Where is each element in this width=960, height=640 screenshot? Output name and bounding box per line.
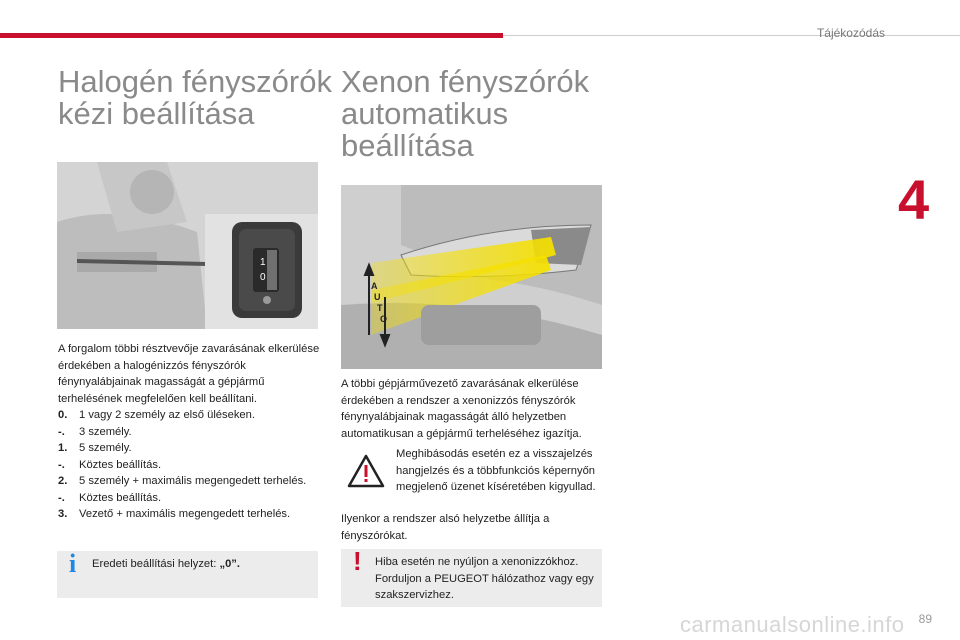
list-item: 2. 5 személy + maximális megengedett terhelés. xyxy=(58,475,307,487)
right-intro: A többi gépjárművezető zavarásának elkerülése érdekében a rendszer a xenonizzós fényszórók fénynyalábjainak magasságát álló helyzetben automatikusan a gépjármű terheléséhez igazítja. xyxy=(341,378,582,440)
dial-label-0: 0 xyxy=(260,272,266,283)
right-title: Xenon fényszórók automatikus beállítása xyxy=(341,64,590,163)
follow-text: Ilyenkor a rendszer alsó helyzetbe állítja a fényszórókat. xyxy=(341,513,550,542)
list-item: -. Köztes beállítás. xyxy=(58,458,162,471)
auto-label-u: U xyxy=(374,292,381,302)
auto-label-o: O xyxy=(380,314,388,324)
list-item: 1. 5 személy. xyxy=(58,442,132,454)
watermark: carmanualsonline.info xyxy=(680,612,905,637)
section-label: Tájékozódás xyxy=(816,26,885,40)
danger-note xyxy=(341,546,602,607)
list-item: 3. Vezető + maximális megengedett terhelés. xyxy=(58,508,291,520)
auto-label-t: T xyxy=(377,303,383,313)
header-grey-rule xyxy=(503,35,960,36)
load-settings-list xyxy=(58,407,320,523)
info-icon: i xyxy=(69,549,77,578)
page-number: 89 xyxy=(918,612,932,626)
info-note-text: Eredeti beállítási helyzet: „0”. xyxy=(92,558,241,570)
xenon-headlamp-photo xyxy=(341,185,602,369)
halogen-dial-photo xyxy=(57,162,318,329)
exclamation-icon: ! xyxy=(353,546,362,576)
left-title: Halogén fényszórók kézi beállítása xyxy=(58,64,332,131)
header-red-bar xyxy=(0,33,503,38)
left-body xyxy=(58,341,320,523)
dial-label-1: 1 xyxy=(260,257,266,268)
info-note xyxy=(57,551,318,598)
auto-label-a: A xyxy=(371,281,378,291)
chapter-number: 4 xyxy=(898,168,930,231)
warning-text: Meghibásodás esetén ez a visszajelzés hangjelzés és a többfunkciós képernyőn megjelenő üzenet kíséretében kigyullad. xyxy=(396,448,596,493)
danger-note-text: Hiba esetén ne nyúljon a xenonizzókhoz. Forduljon a PEUGEOT hálózathoz vagy egy szakszervizhez. xyxy=(375,556,594,601)
list-item: 0. 1 vagy 2 személy az első üléseken. xyxy=(58,409,255,421)
warning-triangle-icon xyxy=(347,454,385,488)
list-item: -. Köztes beállítás. xyxy=(58,491,162,504)
list-item: -. 3 személy. xyxy=(58,425,132,438)
left-intro: A forgalom többi résztvevője zavarásának elkerülése érdekében a halogénizzós fényszórók fénynyalábjainak magasságát a gépjármű terhelésének megfelelően kell beállítani. xyxy=(58,343,320,405)
